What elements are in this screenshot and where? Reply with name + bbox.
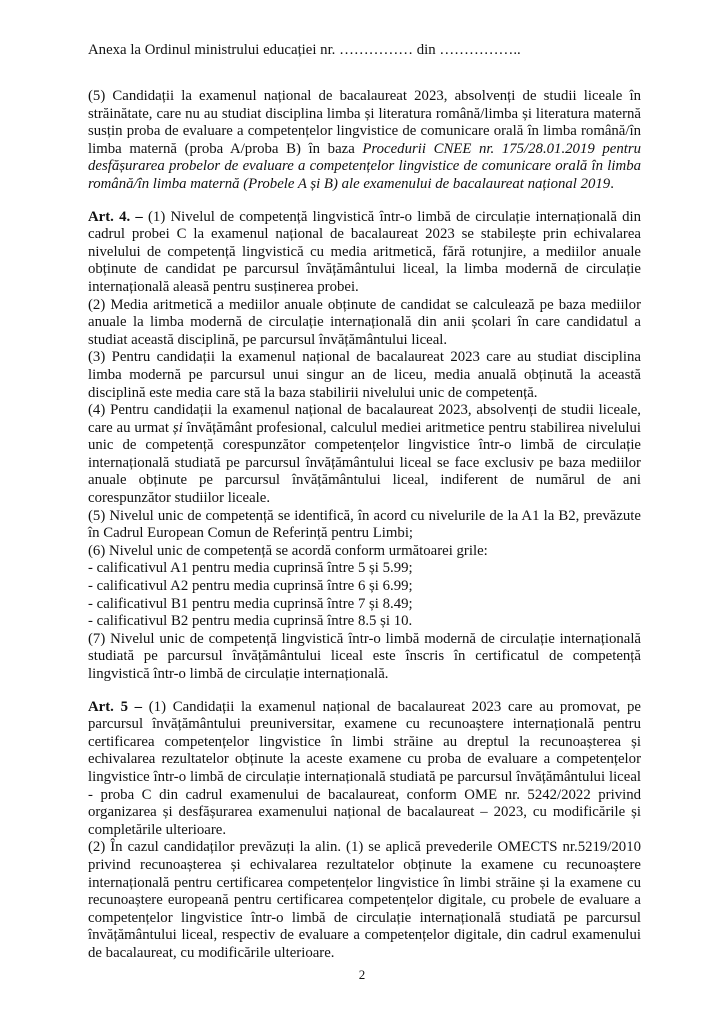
art4-p4-text-b: învățământ profesional, calculul mediei aritmetice pentru stabilirea nivelului unic de competență corespunzător competențelor lingvistice într-o limbă de circulație internațională studiată pe parcursul învățământului liceal se face exclusiv pe baza mediilor anuale obținute pe parcursul învățământului liceal, indiferent de numărul de ani corespunzător studiilor liceale. (88, 419, 641, 507)
art4-paragraph-7: (7) Nivelul unic de competență lingvistică într-o limbă modernă de circulație internațională studiată pe parcursul învățământului liceal este înscris în certificatul de competență lingvistică într-o limbă de circulație internațională. (88, 630, 641, 682)
art4-paragraph-3: (3) Pentru candidații la examenul național de bacalaureat 2023 care au studiat disciplina limba modernă pe parcursul unui singur an de liceu, media anuală obținută la această disciplină este media care stă la baza stabilirii nivelului unic de competență. (88, 349, 641, 401)
document-body (88, 88, 641, 963)
paragraph-5 (88, 88, 641, 194)
art5-title: Art. 5 – (88, 698, 143, 715)
art4-p4-text-a: (4) Pentru candidații la examenul național de bacalaureat 2023, absolvenți de studii liceale, care au urmat (88, 402, 641, 436)
grid-item-a1: - calificativul A1 pentru media cuprinsă între 5 și 5.99; (88, 560, 413, 577)
art4-paragraph-2: (2) Media aritmetică a mediilor anuale obținute de candidat se calculează pe baza mediilor anuale la limba modernă de circulație internațională din anii școlari în care candidatul a studiat această disciplină, pe parcursul învățământului liceal. (88, 296, 641, 348)
paragraph-5-procedure-reference: Procedurii CNEE nr. 175/28.01.2019 pentru desfășurarea probelor de evaluare a competențelor lingvistice de comunicare orală în limba română/în limba maternă (Probele A și B) ale examenului de bacalaureat național 2019 (88, 140, 641, 192)
paragraph-5-end: . (610, 175, 614, 192)
art5-p1-text: (1) Candidații la examenul național de bacalaureat 2023 care au promovat, pe parcursul învățământului preuniversitar, examene cu recunoaștere internațională pentru certificarea competențelor lingvistice în limbi străine au dreptul la recunoașterea și echivalarea rezultatelor obținute la aceste examene cu proba de evaluare a competențelor lingvistice într-o limbă de circulație internațională studiată pe parcursul învățământului liceal - proba C din cadrul examenului de bacalaureat, conform OME nr. 5242/2022 privind organizarea și desfășurarea examenului național de bacalaureat – 2023, cu modificările și completările ulterioare. (88, 698, 641, 838)
grid-item-a2: - calificativul A2 pentru media cuprinsă între 6 și 6.99; (88, 578, 413, 595)
art4-p4-italic: și (172, 419, 183, 436)
grid-item-b2: - calificativul B2 pentru media cuprinsă între 8.5 și 10. (88, 613, 413, 630)
art4-paragraph-1 (88, 209, 641, 297)
grid-item-b1: - calificativul B1 pentru media cuprinsă între 7 și 8.49; (88, 595, 413, 612)
art4-p1-text: (1) Nivelul de competență lingvistică într-o limbă de circulație internațională din cadrul probei C la examenul național de bacalaureat 2023 se stabilește prin echivalarea nivelului de competență lingvistică cu media aritmetică, fără rotunjire, a mediilor anuale obținute de candidat pe parcursul învățământului liceal, la limba modernă de circulație internațională aleasă pentru susținerea probei. (88, 208, 642, 295)
art5-paragraph-1 (88, 699, 641, 840)
art4-paragraph-5: (5) Nivelul unic de competență se identifică, în acord cu nivelurile de la A1 la B2, prevăzute în Cadrul European Comun de Referință pentru Limbi; (88, 507, 641, 542)
art4-paragraph-4 (88, 402, 641, 508)
annex-header: Anexa la Ordinul ministrului educației nr. …………… din …………….. (88, 42, 521, 58)
art5-paragraph-2: (2) În cazul candidaților prevăzuți la alin. (1) se aplică prevederile OMECTS nr.5219/2010 privind recunoașterea și echivalarea rezultatelor obținute la examene cu recunoaștere internațională pentru certificarea competențelor lingvistice în limbi străine și la examene cu recunoaștere europeană pentru certificarea competențelor digitale, cu probele de evaluare a competențelor lingvistice într-o limbă de circulație internațională studiată pe parcursul învățământului liceal, respectiv de evaluare a competențelor digitale, din cadrul examenului de bacalaureat, cu modificările ulterioare. (88, 839, 641, 961)
page-number: 2 (358, 967, 366, 982)
art4-title: Art. 4. – (88, 208, 143, 225)
paragraph-5-text: (5) Candidații la examenul național de bacalaureat 2023, absolvenți de studii liceale în străinătate, care nu au studiat disciplina limba și literatura română/limba și literatura maternă susțin proba de evaluare a competențelor lingvistice de comunicare orală în limba română/în limba maternă (proba A/proba B) în baza (88, 88, 641, 157)
art4-paragraph-6: (6) Nivelul unic de competență se acordă conform următoarei grile: (88, 542, 488, 559)
